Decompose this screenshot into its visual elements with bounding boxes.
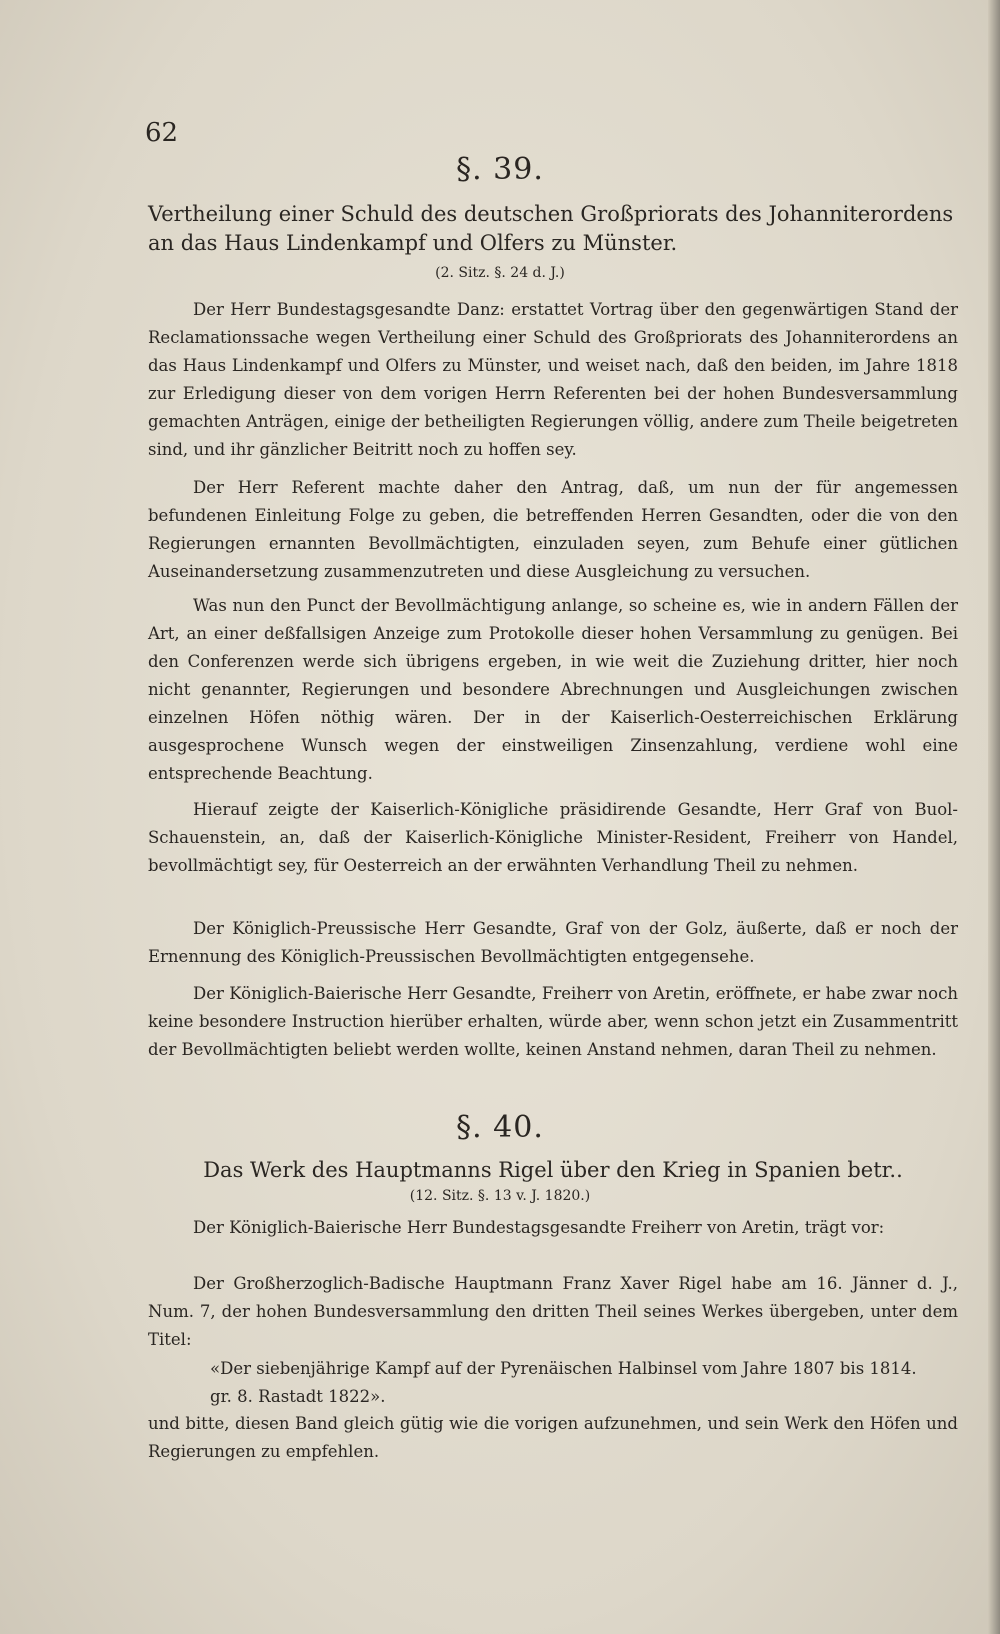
section-40-heading: §. 40.: [456, 1110, 544, 1145]
section-40-title: Das Werk des Hauptmanns Rigel über den Krieg in Spanien betr..: [203, 1158, 903, 1182]
section-39-heading: §. 39.: [456, 152, 544, 187]
section-40-paragraph-2: Der Großherzoglich-Badische Hauptmann Franz Xaver Rigel habe am 16. Jänner d. J., Num. 7, der hohen Bundesversammlung den dritten Theil seines Werkes übergeben, unter dem Titel:: [148, 1274, 958, 1349]
quoted-title-line-1: «Der siebenjährige Kampf auf der Pyrenäischen Halbinsel vom Jahre 1807 bis 1814.: [210, 1359, 917, 1378]
section-39-paragraph-3: Was nun den Punct der Bevollmächtigung anlange, so scheine es, wie in andern Fällen der Art, an einer deßfallsigen Anzeige zum Protokolle dieser hohen Versammlung zu genügen. Bei den Conferenzen werde sich übrigens ergeben, in wie weit die Zuziehung dritter, hier noch nicht genannter, Regierungen und besondere Abrechnungen und Ausgleichungen zwischen einzelnen Höfen nöthig wären. Der in der Kaiserlich-Oesterreichischen Erklärung ausgesprochene Wunsch wegen der einstweiligen Zinsenzahlung, verdiene wohl eine entsprechende Beachtung.: [148, 596, 958, 783]
section-39-paragraph-6: Der Königlich-Baierische Herr Gesandte, Freiherr von Aretin, eröffnete, er habe zwar noch keine besondere Instruction hierüber erhalten, würde aber, wenn schon jetzt ein Zusammentritt der Bevollmächtigten beliebt werden wollte, keinen Anstand nehmen, daran Theil zu nehmen.: [148, 984, 958, 1059]
section-39-paragraph-5: Der Königlich-Preussische Herr Gesandte, Graf von der Golz, äußerte, daß er noch der Ernennung des Königlich-Preussischen Bevollmächtigten entgegensehe.: [148, 919, 958, 966]
section-40-paragraph-1: Der Königlich-Baierische Herr Bundestagsgesandte Freiherr von Aretin, trägt vor:: [193, 1218, 885, 1237]
page-edge: [988, 0, 1000, 1634]
section-39-citation: (2. Sitz. §. 24 d. J.): [435, 265, 565, 281]
section-40-citation: (12. Sitz. §. 13 v. J. 1820.): [409, 1188, 591, 1204]
section-39-title: Vertheilung einer Schuld des deutschen Großpriorats des Johanniterordens an das Haus Lindenkampf und Olfers zu Münster.: [148, 202, 954, 255]
section-39-paragraph-2: Der Herr Referent machte daher den Antrag, daß, um nun der für angemessen befundenen Einleitung Folge zu geben, die betreffenden Herren Gesandten, oder die von den Regierungen ernannten Bevollmächtigten, einzuladen seyen, zum Behufe einer gütlichen Auseinandersetzung zusammenzutreten und diese Ausgleichung zu versuchen.: [148, 478, 958, 581]
section-39-paragraph-1: Der Herr Bundestagsgesandte Danz: erstattet Vortrag über den gegenwärtigen Stand der Reclamationssache wegen Vertheilung einer Schuld des Großpriorats des Johanniterordens an das Haus Lindenkampf und Olfers zu Münster, und weiset nach, daß den beiden, im Jahre 1818 zur Erledigung dieser von dem vorigen Herrn Referenten bei der hohen Bundesversammlung gemachten Anträgen, einige der betheiligten Regierungen völlig, andere zum Theile beigetreten sind, und ihr gänzlicher Beitritt noch zu hoffen sey.: [148, 300, 958, 459]
page-number: 62: [145, 118, 179, 148]
section-40-paragraph-3: und bitte, diesen Band gleich gütig wie die vorigen aufzunehmen, und sein Werk den Höfen und Regierungen zu empfehlen.: [148, 1414, 958, 1461]
quoted-title-line-2: gr. 8. Rastadt 1822».: [210, 1387, 386, 1406]
section-39-paragraph-4: Hierauf zeigte der Kaiserlich-Königliche präsidirende Gesandte, Herr Graf von Buol-Schauenstein, an, daß der Kaiserlich-Königliche Minister-Resident, Freiherr von Handel, bevollmächtigt sey, für Oesterreich an der erwähnten Verhandlung Theil zu nehmen.: [148, 800, 958, 875]
